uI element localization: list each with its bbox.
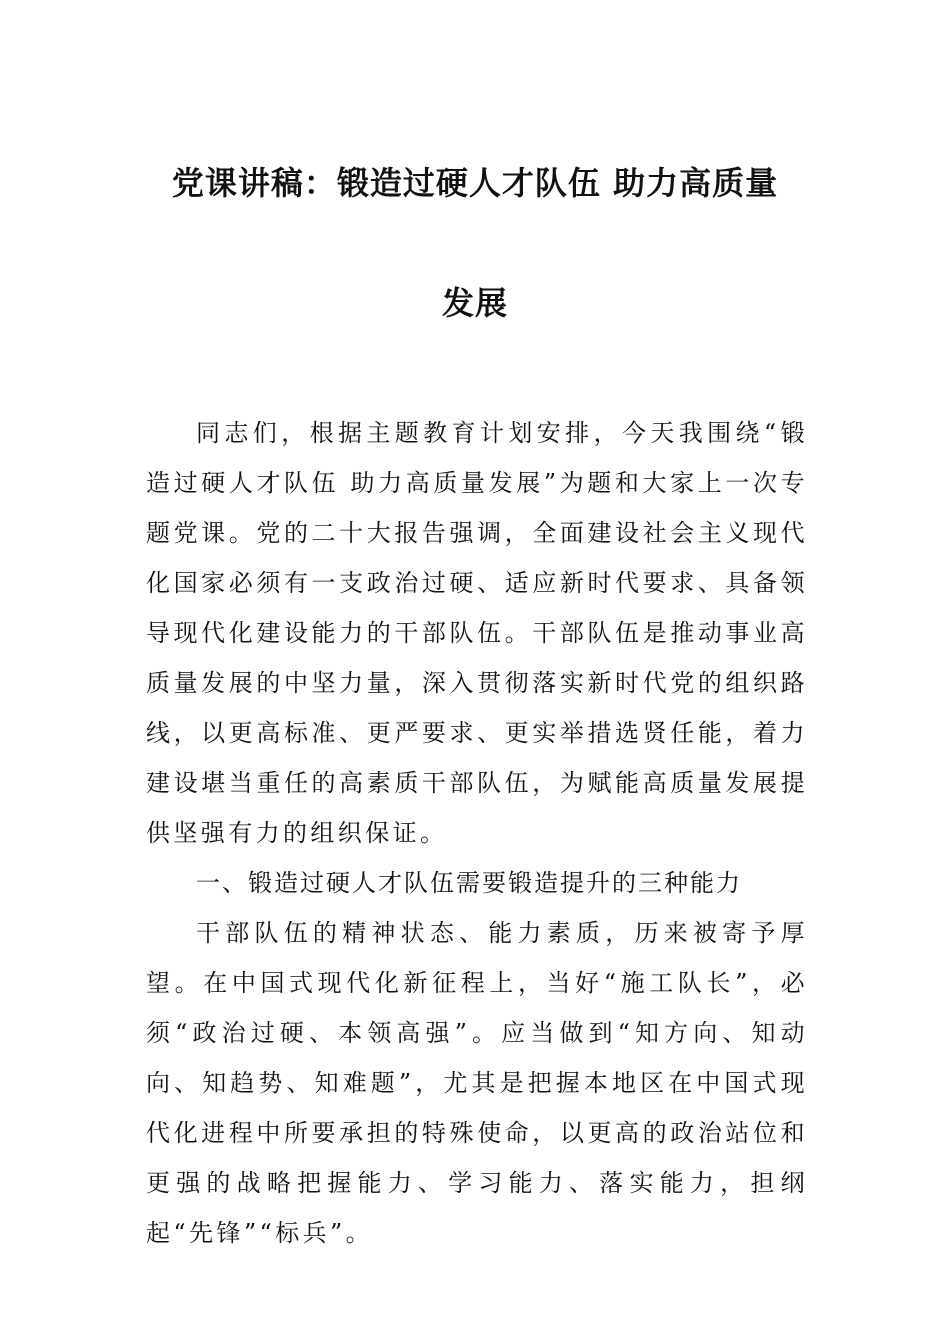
intro-paragraph: 同志们，根据主题教育计划安排，今天我围绕“锻造过硬人才队伍 助力高质量发展”为题和大家上一次专题党课。党的二十大报告强调，全面建设社会主义现代化国家必须有一支政治过硬、适应新时代要求、具备领导现代化建设能力的干部队伍。干部队伍是推动事业高质量发展的中坚力量，深入贯彻落实新时代党的组织路线，以更高标准、更严要求、更实举措选贤任能，着力建设堪当重任的高素质干部队伍，为赋能高质量发展提供坚强有力的组织保证。 [146, 419, 808, 847]
document-body [146, 408, 808, 1258]
document-title-line-2: 发展 [441, 284, 508, 322]
section-paragraph: 干部队伍的精神状态、能力素质，历来被寄予厚望。在中国式现代化新征程上，当好“施工队长”，必须“政治过硬、本领高强”。应当做到“知方向、知动向、知趋势、知难题”，尤其是把握本地区在中国式现代化进程中所要承担的特殊使命，以更高的政治站位和更强的战略把握能力、学习能力、落实能力，担纲起“先锋”“标兵”。 [146, 919, 808, 1247]
section-heading: 一、锻造过硬人才队伍需要锻造提升的三种能力 [196, 869, 742, 897]
document-title-line-1: 党课讲稿：锻造过硬人才队伍 助力高质量 [171, 164, 779, 202]
